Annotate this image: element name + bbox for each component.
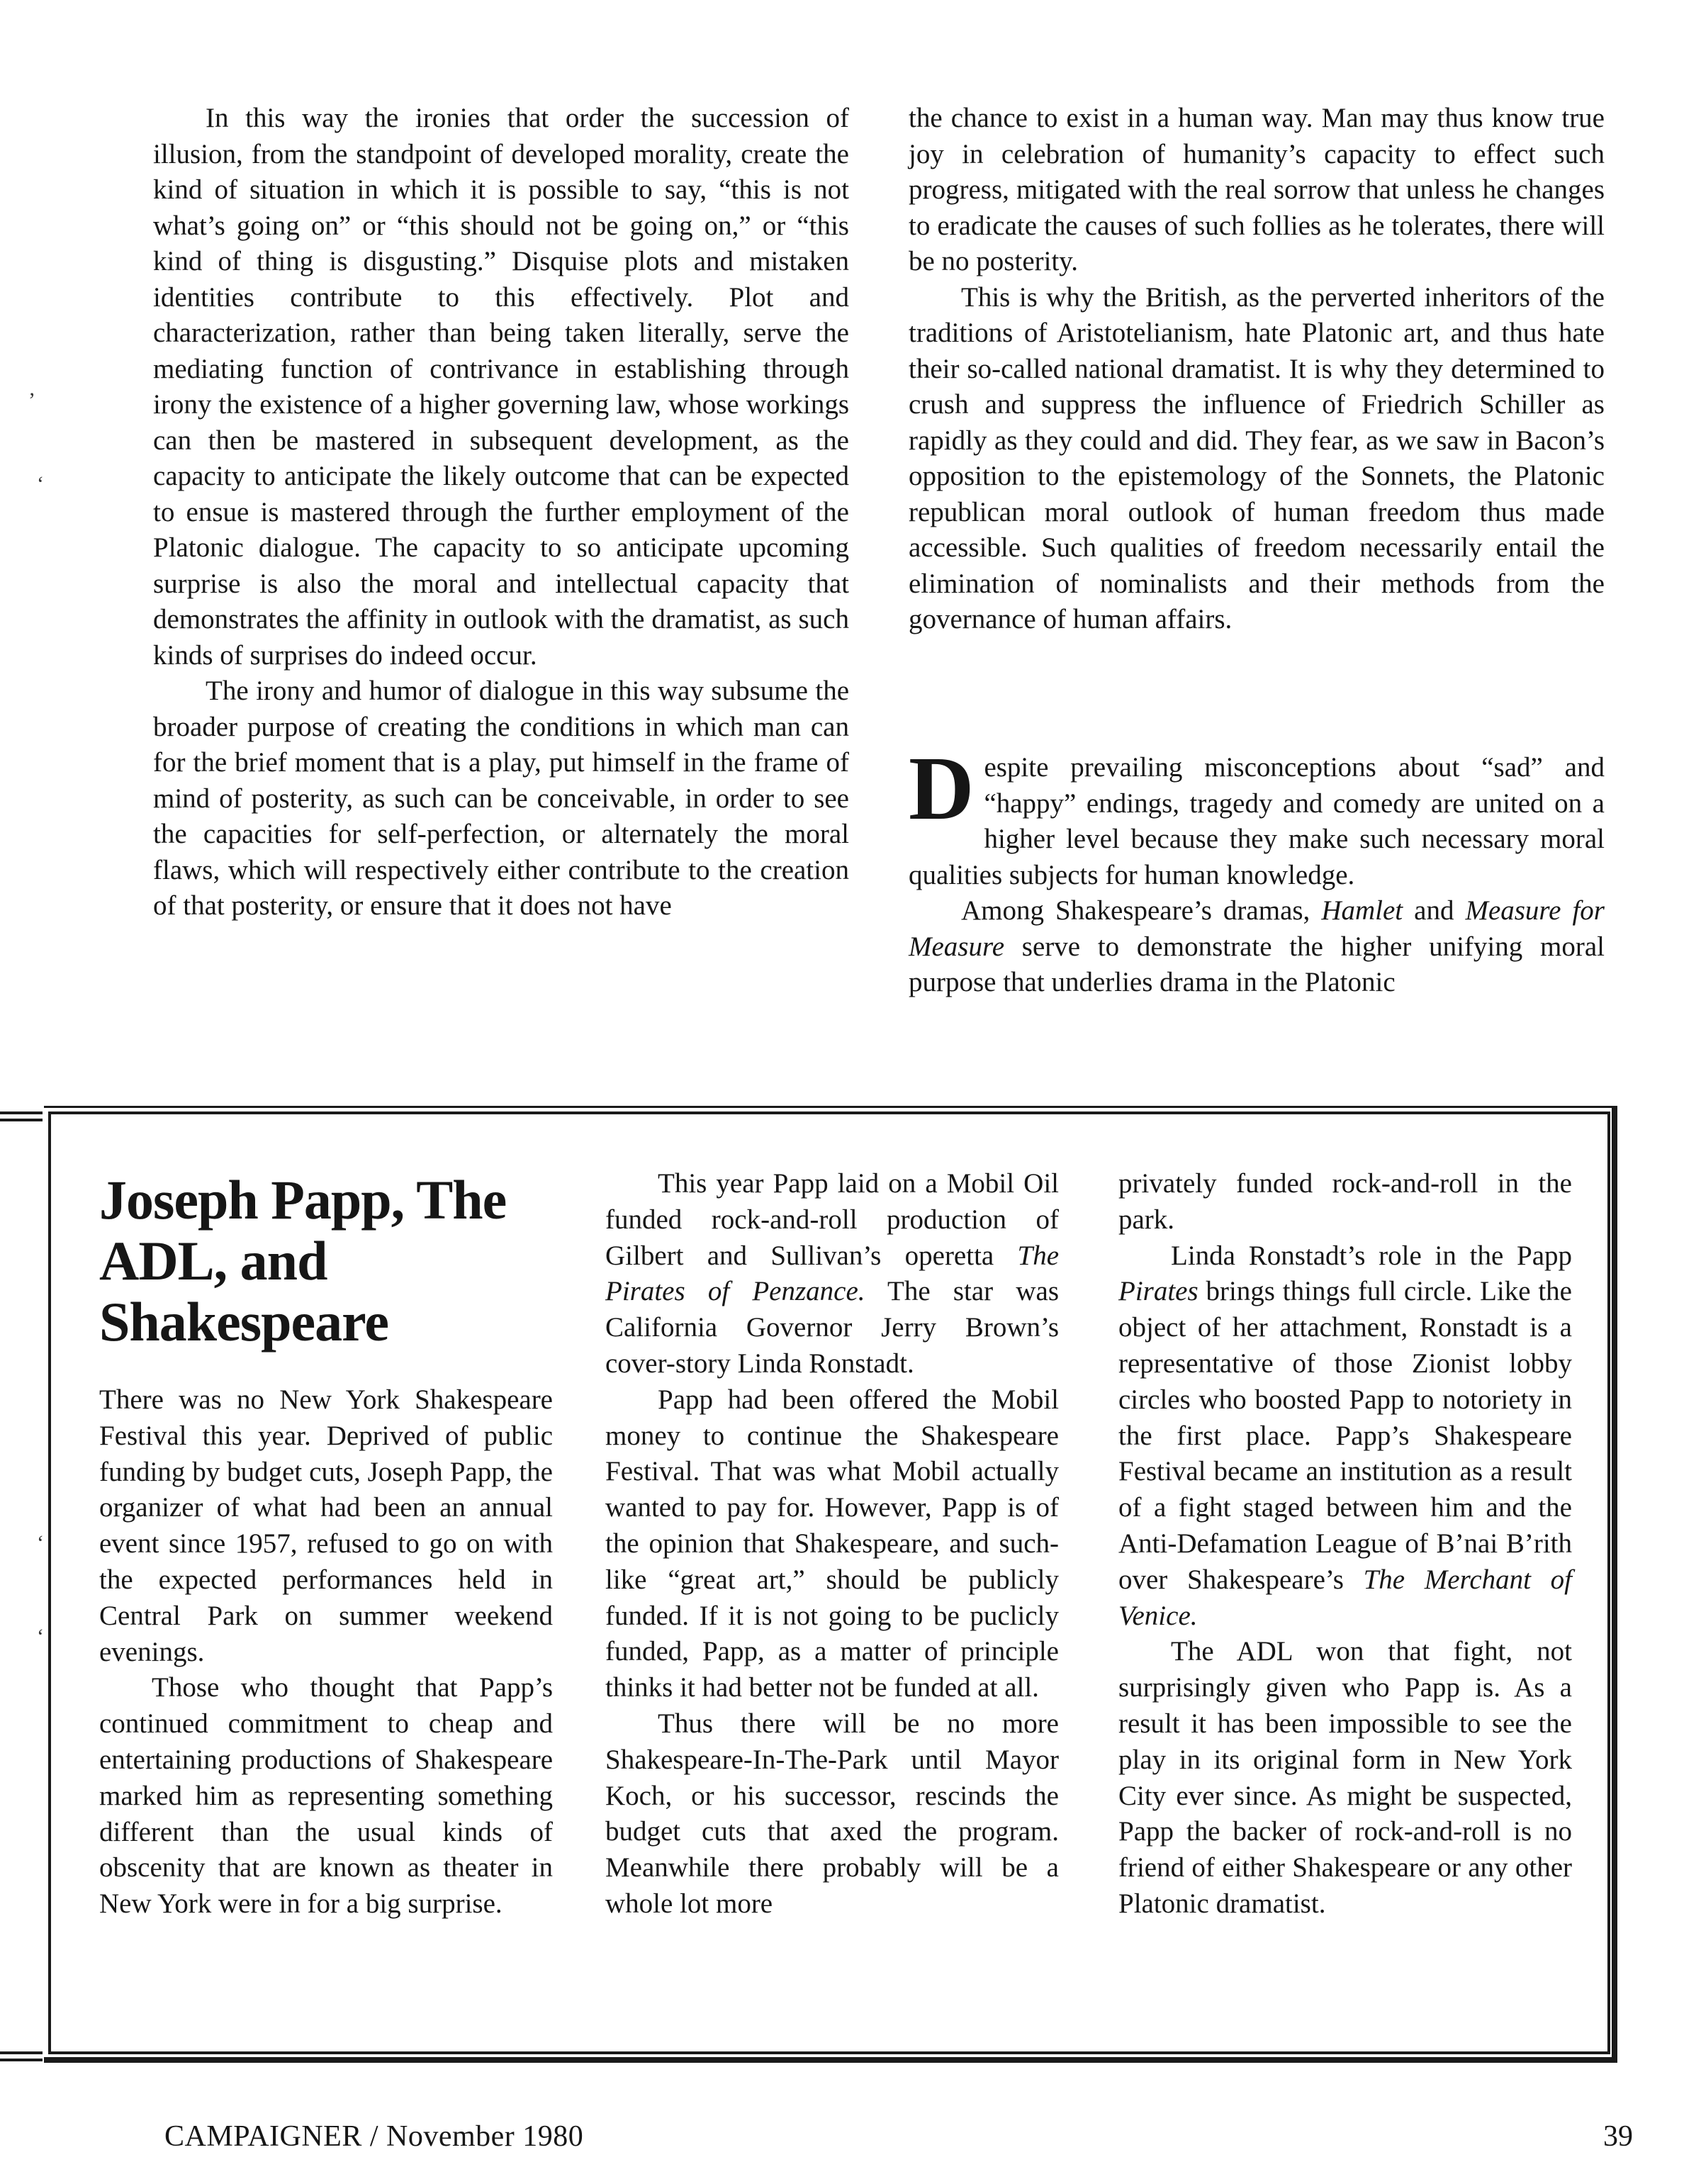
scan-speck: ‘ [37,1625,44,1648]
box-paragraph: Papp had been offered the Mobil money to continue the Shakespeare Festival. That was what Mobil actually wanted to pay for. However, Papp is of the opinion that Shakespeare, and such-like “great art,” should be publicly funded. If it is not going to be puclicly funded, Papp, as a matter of principle thinks it had better not be funded at all. [605,1384,1059,1703]
paragraph-text: and [1403,895,1466,926]
box-paragraph: The ADL won that fight, not surprisingly given who Papp is. As a result it has been impossible to see the play in its original form in New York City ever since. As might be suspected, Papp the backer of rock-and-roll is no friend of either Shakespeare or any other Platonic dramatist. [1118,1636,1572,1919]
box-paragraph: Thus there will be no more Shakespeare-In-The-Park until Mayor Koch, or his successor, rescinds the budget cuts that axed the program. Meanwhile there probably will be a whole lot more [605,1708,1059,1919]
italic-title: Pirates [1118,1276,1198,1307]
paragraph-text: This year Papp laid on a Mobil Oil funded rock-and-roll production of Gilbert and Sullivan’s operetta [605,1168,1059,1271]
scan-speck: ‘ [37,1531,44,1555]
box-headline: Joseph Papp, The ADL, and Shakespeare [99,1169,507,1353]
paragraph-text: Linda Ronstadt’s role in the Papp [1171,1240,1572,1271]
box-paragraph: privately funded rock-and-roll in the park. [1118,1168,1572,1235]
article-paragraph [909,738,1605,893]
paragraph-text: Among Shakespeare’s dramas, [961,895,1322,926]
paragraph-text: brings things full circle. Like the object of her attachment, Ronstadt is a representative of those Zionist lobby circles who boosted Papp to notoriety in the first place. Papp’s Shakespeare Festival became an institution as a result of a fight staged between him and the Anti-Defamation League of B’nai B’rith over Shakespeare’s [1118,1276,1572,1595]
article-left-column [153,101,849,924]
italic-title: Hamlet [1321,895,1403,926]
footer-publication: CAMPAIGNER / November 1980 [164,2120,584,2153]
section-break-text [909,738,1605,1001]
italic-title: The Pirates of Penzance. [605,1240,1059,1307]
paragraph-text: The star was California Governor Jerry Brown’s cover-story Linda Ronstadt. [605,1276,1059,1379]
box-frame-shadow-right [1612,1107,1617,2063]
paragraph-text: serve to demonstrate the higher unifying moral purpose that underlies drama in the Platonic [909,931,1605,997]
box-left-rule-bottom [0,2051,43,2054]
italic-title: Measure for Measure [909,895,1605,962]
paragraph-text: espite prevailing misconceptions about “sad” and “happy” endings, tragedy and comedy are united on a higher level because they make such necessary moral qualities subjects for human knowledge. [909,752,1605,890]
page-number: 39 [1603,2120,1633,2153]
box-column-1 [99,1382,553,1922]
scan-speck: ’ [28,388,35,412]
article-paragraph: This is why the British, as the perverted inheritors of the traditions of Aristotelianism, hate Platonic art, and thus hate their so-called national dramatist. It is why they determined to crush and suppress the influence of Friedrich Schiller as rapidly as they could and did. They fear, as we saw in Bacon’s opposition to the epistemology of the Sonnets, the Platonic republican moral outlook of human freedom thus made accessible. Such qualities of freedom necessarily entail the elimination of nominalists and their methods from the governance of human affairs. [909,281,1605,634]
box-column-2 [605,1166,1059,1922]
box-paragraph [605,1166,1059,1382]
box-left-rule-top [0,1111,43,1114]
box-left-rule-top-2 [0,1119,43,1121]
box-paragraph: Those who thought that Papp’s continued commitment to cheap and entertaining productions of Shakespeare marked him as representing something different than the usual kinds of obscenity that are known as theater in New York were in for a big surprise. [99,1672,553,1920]
article-right-column [909,101,1605,638]
box-frame-top-line [44,1106,1617,1108]
box-column-3 [1118,1166,1572,1922]
article-paragraph [909,893,1605,1001]
box-paragraph [1118,1238,1572,1635]
article-paragraph: the chance to exist in a human way. Man may thus know true joy in celebration of humanity’s capacity to effect such progress, mitigated with the real sorrow that unless he changes to eradicate the causes of such follies as he tolerates, there will be no posterity. [909,103,1605,276]
box-paragraph: There was no New York Shakespeare Festival this year. Deprived of public funding by budget cuts, Joseph Papp, the organizer of what had been an annual event since 1957, refused to go on with the expected performances held in Central Park on summer weekend evenings. [99,1384,553,1667]
box-left-rule-bottom-2 [0,2059,43,2061]
box-frame-shadow-bottom [44,2057,1617,2063]
drop-cap: D [909,738,975,839]
scan-speck: ‘ [37,472,44,495]
article-paragraph: The irony and humor of dialogue in this way subsume the broader purpose of creating the conditions in which man can for the brief moment that is a play, put himself in the frame of mind of posterity, as such can be conceivable, in order to see the capacities for self-perfection, or alternately the moral flaws, which will respectively either contribute to the creation of that posterity, or ensure that it does not have [153,676,849,921]
italic-title: The Merchant of Venice. [1118,1564,1573,1631]
article-paragraph: In this way the ironies that order the succession of illusion, from the standpoint of developed morality, create the kind of situation in which it is possible to say, “this is not what’s going on” or “this should not be going on,” or “this kind of thing is disgusting.” Disquise plots and mistaken identities contribute to this effectively. Plot and characterization, rather than being taken literally, serve the mediating function of contrivance in establishing through irony the existence of a higher governing law, whose workings can then be mastered in subsequent development, as the capacity to anticipate the likely outcome that can be expected to ensue is mastered through the further employment of the Platonic dialogue. The capacity to so anticipate upcoming surprise is also the moral and intellectual capacity that demonstrates the affinity in outlook with the dramatist, as such kinds of surprises do indeed occur. [153,103,849,671]
